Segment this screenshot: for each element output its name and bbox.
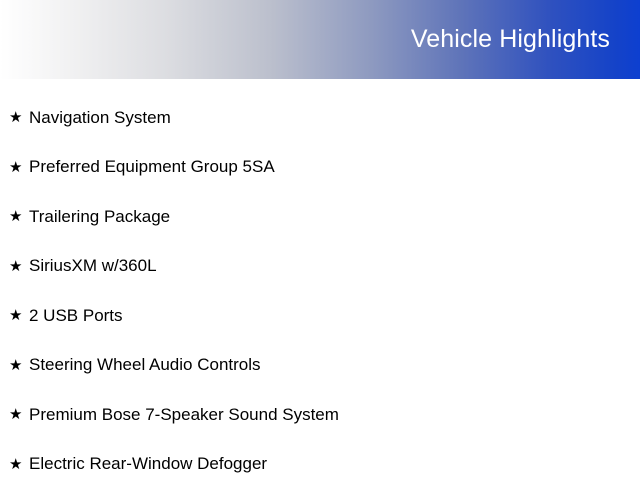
- star-icon: ★: [9, 209, 29, 224]
- list-item-label: Premium Bose 7-Speaker Sound System: [29, 405, 339, 425]
- vehicle-highlights-list: [0, 79, 640, 489]
- star-icon: ★: [9, 457, 29, 472]
- list-item-label: Trailering Package: [29, 207, 170, 227]
- list-item-label: Electric Rear-Window Defogger: [29, 454, 267, 474]
- list-item-label: 2 USB Ports: [29, 306, 123, 326]
- list-item: [0, 143, 640, 193]
- list-item: [0, 93, 640, 143]
- page-title: Vehicle Highlights: [411, 27, 610, 52]
- list-item: [0, 390, 640, 440]
- list-item: [0, 242, 640, 292]
- list-item-label: Steering Wheel Audio Controls: [29, 355, 261, 375]
- star-icon: ★: [9, 110, 29, 125]
- star-icon: ★: [9, 308, 29, 323]
- star-icon: ★: [9, 160, 29, 175]
- page-header: [0, 0, 640, 79]
- list-item-label: Preferred Equipment Group 5SA: [29, 157, 275, 177]
- list-item: [0, 341, 640, 391]
- list-item: [0, 291, 640, 341]
- star-icon: ★: [9, 259, 29, 274]
- star-icon: ★: [9, 407, 29, 422]
- list-item-label: SiriusXM w/360L: [29, 256, 157, 276]
- list-item-label: Navigation System: [29, 108, 171, 128]
- star-icon: ★: [9, 358, 29, 373]
- list-item: [0, 192, 640, 242]
- list-item: [0, 440, 640, 489]
